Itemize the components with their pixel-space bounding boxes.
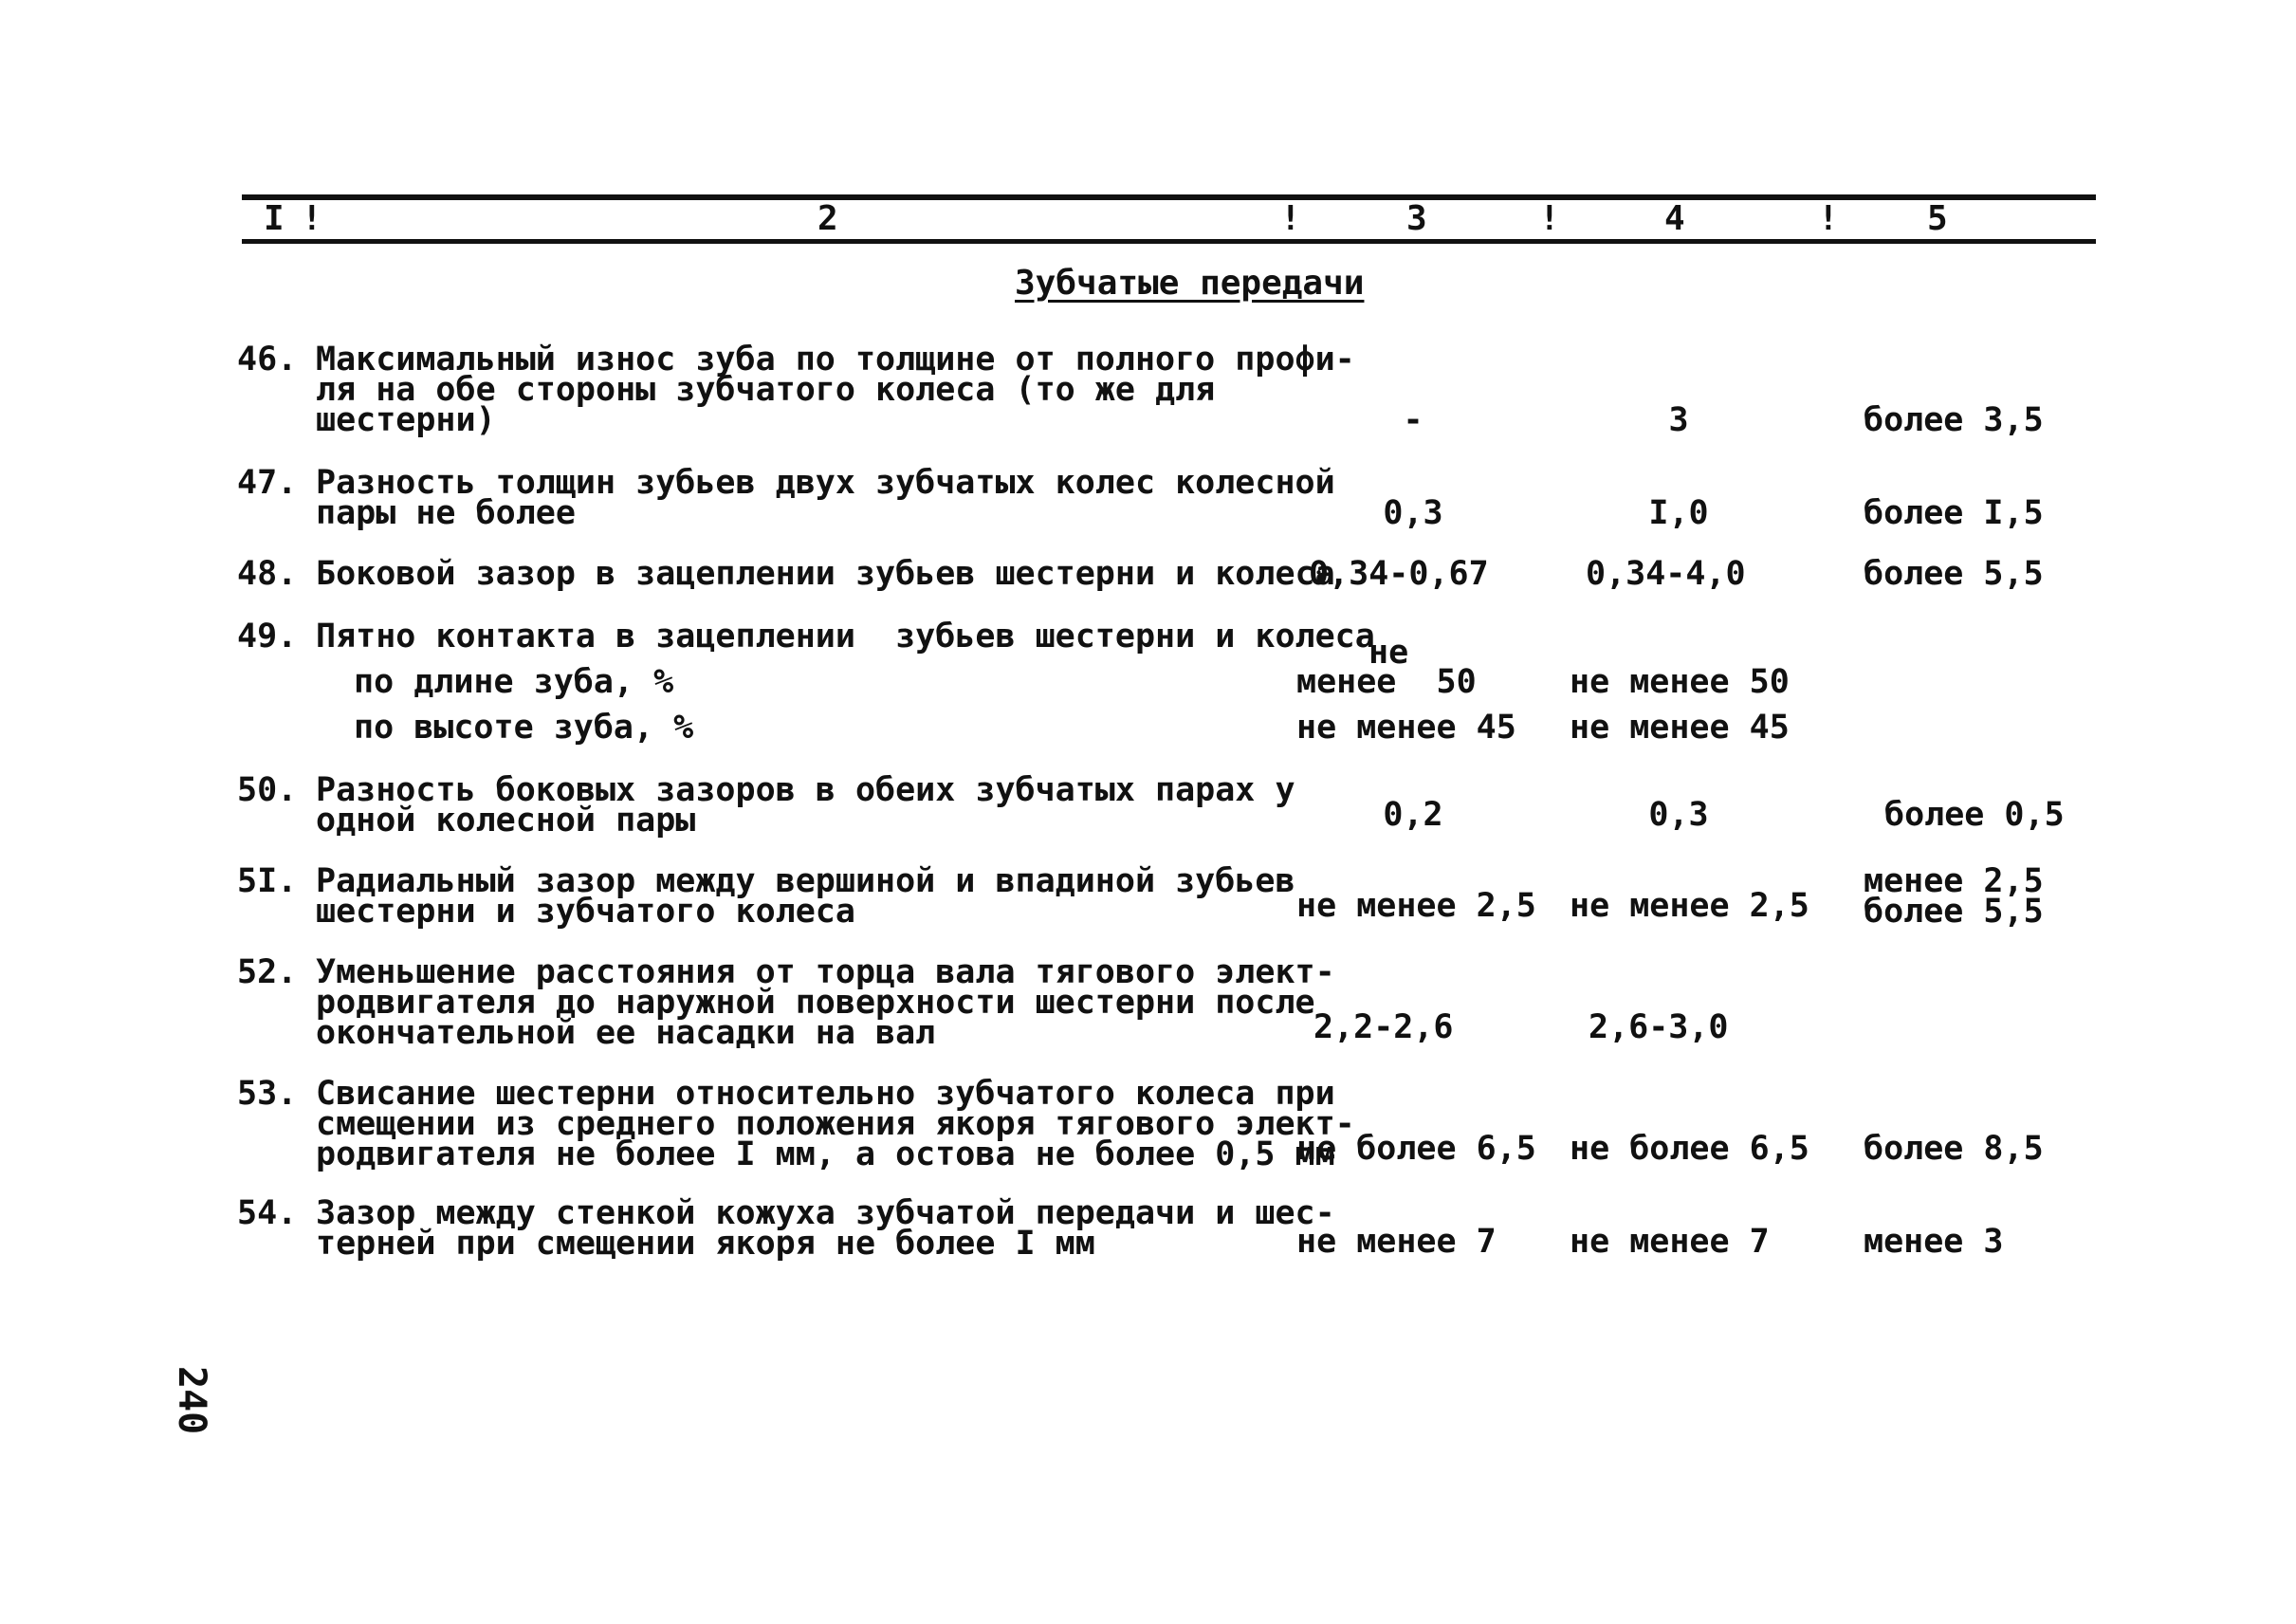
row-number: 46. [237, 341, 298, 378]
row-col5-value: более 5,5 [1864, 555, 2044, 593]
row-col5-value: менее 3 [1864, 1223, 2004, 1261]
row-number: 52. [237, 953, 298, 991]
row-col4-value: 0,3 [1648, 796, 1709, 834]
row-col5-value: более 0,5 [1884, 796, 2065, 834]
row-col4-value: 2,6-3,0 [1589, 1008, 1729, 1046]
row-description: Зазор между стенкой кожуха зубчатой передачи и шес- терней при смещении якоря не более I мм [316, 1194, 1335, 1263]
row-col5-value: более 3,5 [1864, 401, 2044, 439]
table-header-rule [242, 239, 2096, 244]
row-col4-value: 0,34-4,0 [1586, 555, 1746, 593]
row-subitem-label: по высоте зуба, % [354, 709, 694, 747]
row-col3-value: не более 6,5 [1296, 1130, 1536, 1168]
row-col3-value: менее 50 [1296, 663, 1477, 701]
header-separator: ! [302, 199, 322, 238]
row-col4-value: не менее 50 [1570, 663, 1790, 701]
row-col4-value: 3 [1668, 401, 1689, 439]
row-description: Боковой зазор в зацеплении зубьев шестерни и колеса [316, 555, 1335, 593]
header-col-3: 3 [1406, 199, 1427, 238]
row-description: Уменьшение расстояния от торца вала тягового элект- родвигателя до наружной поверхности шестерни после окончательной ее насадки на вал [316, 953, 1335, 1052]
row-number: 54. [237, 1194, 298, 1232]
page-number: 240 [170, 1366, 213, 1435]
row-number: 5I. [237, 862, 298, 900]
row-col5-value: более I,5 [1864, 494, 2044, 532]
row-number: 48. [237, 555, 298, 593]
row-col3-value: - [1403, 401, 1424, 439]
header-col-2: 2 [817, 199, 838, 238]
row-col4-value: не менее 7 [1570, 1223, 1770, 1261]
row-col5-value: более 8,5 [1864, 1130, 2044, 1168]
row-description: Разность боковых зазоров в обеих зубчатых парах у одной колесной пары [316, 771, 1295, 840]
row-number: 49. [237, 618, 298, 655]
row-number: 50. [237, 771, 298, 809]
row-col4-value: не более 6,5 [1570, 1130, 1809, 1168]
header-col-5: 5 [1927, 199, 1948, 238]
header-separator: ! [1539, 199, 1560, 238]
row-description: Радиальный зазор между вершиной и впадиной зубьев шестерни и зубчатого колеса [316, 862, 1295, 931]
row-col3-value: 0,3 [1383, 494, 1443, 532]
row-number: 47. [237, 464, 298, 502]
row-col5-value: менее 2,5 более 5,5 [1864, 862, 2044, 931]
section-title: Зубчатые передачи [1015, 264, 1365, 303]
row-col3-value: 0,34-0,67 [1309, 555, 1489, 593]
row-col3-value: 0,2 [1383, 796, 1443, 834]
header-col-1: I [264, 199, 285, 238]
row-col3-value: 2,2-2,6 [1313, 1008, 1454, 1046]
row-number: 53. [237, 1075, 298, 1113]
row-subitem-label: по длине зуба, % [354, 663, 674, 701]
header-col-4: 4 [1664, 199, 1685, 238]
row-description: Разность толщин зубьев двух зубчатых колес колесной пары не более [316, 464, 1335, 532]
header-separator: ! [1818, 199, 1839, 238]
row-description: Максимальный износ зуба по толщине от полного профи- ля на обе стороны зубчатого колеса (то же для шестерни) [316, 341, 1355, 439]
row-description: Пятно контакта в зацеплении зубьев шестерни и колеса [316, 618, 1375, 655]
row-col4-value: I,0 [1648, 494, 1709, 532]
row-col3-value: не менее 7 [1296, 1223, 1497, 1261]
row-description: Свисание шестерни относительно зубчатого колеса при смещении из среднего положения якоря тягового элект- родвигателя не более I мм, а остова не более 0,5 мм [316, 1075, 1355, 1173]
row-col3-value-prefix: не [1368, 634, 1409, 672]
header-separator: ! [1280, 199, 1301, 238]
row-col4-value: не менее 2,5 [1570, 887, 1809, 925]
row-col3-value: не менее 45 [1296, 709, 1516, 747]
row-col4-value: не менее 45 [1570, 709, 1790, 747]
row-col3-value: не менее 2,5 [1296, 887, 1536, 925]
